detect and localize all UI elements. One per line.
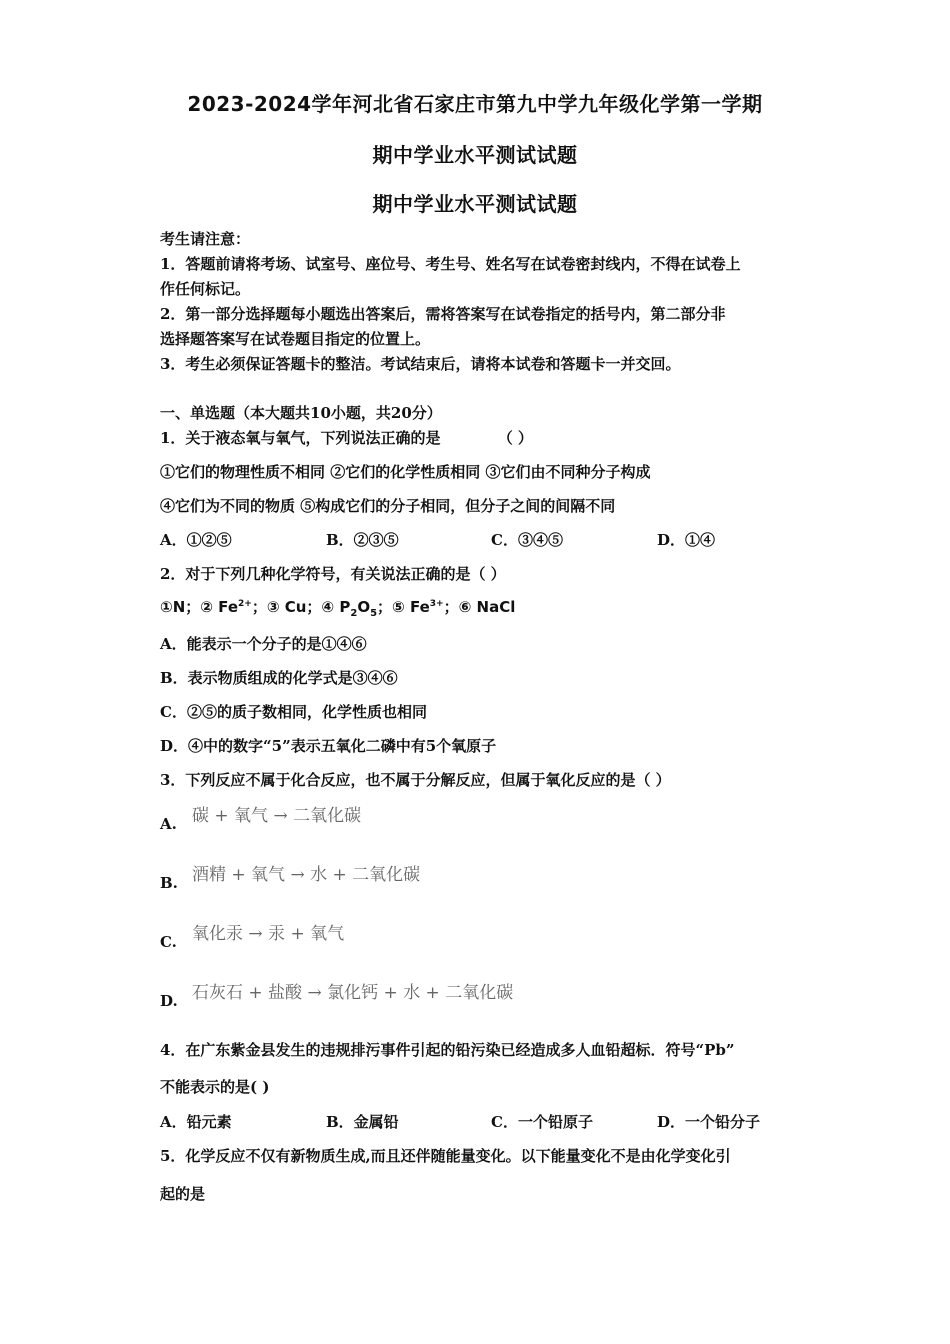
notice-item-2b: 选择题答案写在试卷题目指定的位置上。 — [160, 330, 431, 348]
q5-stem-2: 起的是 — [160, 1185, 206, 1203]
q1-answer-bracket: （ ） — [497, 429, 533, 447]
q3-stem: 3．下列反应不属于化合反应，也不属于分解反应，但属于氧化反应的是（ ） — [160, 771, 671, 789]
q4-stem-2: 不能表示的是( ) — [160, 1078, 270, 1096]
q3-option-a-equation: 碳 + 氧气 → 二氧化碳 — [192, 806, 362, 826]
q1-option-b: B．②③⑤ — [326, 531, 399, 549]
q5-stem-1: 5．化学反应不仅有新物质生成,而且还伴随能量变化。以下能量变化不是由化学变化引 — [160, 1147, 731, 1165]
q2-option-a: A．能表示一个分子的是①④⑥ — [160, 635, 367, 653]
q2-symbols-sub1: 2 — [350, 608, 358, 619]
q1-option-a: A．①②⑤ — [160, 531, 232, 549]
q2-option-d: D．④中的数字“5”表示五氧化二磷中有5个氧原子 — [160, 737, 497, 755]
q3-option-a-label: A. — [160, 815, 177, 833]
notice-item-1b: 作任何标记。 — [160, 280, 251, 298]
q3-option-d-label: D. — [160, 992, 178, 1010]
q1-stem-text: 1．关于液态氧与氧气，下列说法正确的是 — [160, 429, 441, 447]
q3-option-b-label: B. — [160, 874, 178, 892]
exam-title-line1: 2023-2024学年河北省石家庄市第九中学九年级化学第一学期 — [187, 92, 763, 116]
q1-option-d: D．①④ — [657, 531, 716, 549]
q2-symbols-sub2: 5 — [370, 608, 378, 619]
q1-statements-2: ④它们为不同的物质 ⑤构成它们的分子相同，但分子之间的间隔不同 — [160, 497, 616, 515]
q2-option-c: C．②⑤的质子数相同，化学性质也相同 — [160, 703, 427, 721]
q4-stem-1: 4．在广东紫金县发生的违规排污事件引起的铅污染已经造成多人血铅超标．符号“Pb” — [160, 1041, 735, 1059]
q2-symbols-part3: O — [357, 598, 371, 616]
exam-title-line3: 期中学业水平测试试题 — [372, 192, 578, 216]
q3-option-d-equation: 石灰石 + 盐酸 → 氯化钙 + 水 + 二氧化碳 — [192, 983, 514, 1003]
q4-option-a: A．铅元素 — [160, 1113, 232, 1131]
q3-option-c-label: C. — [160, 933, 177, 951]
q1-statements-1: ①它们的物理性质不相同 ②它们的化学性质相同 ③它们由不同种分子构成 — [160, 463, 651, 481]
q4-option-d: D．一个铅分子 — [657, 1113, 761, 1131]
q4-option-c: C．一个铅原子 — [491, 1113, 593, 1131]
section-heading: 一、单选题（本大题共10小题，共20分） — [160, 404, 442, 422]
notice-heading: 考生请注意： — [160, 230, 251, 248]
q2-symbols-sup1: 2+ — [238, 599, 252, 609]
q3-option-b-equation: 酒精 + 氧气 → 水 + 二氧化碳 — [192, 865, 421, 885]
q3-option-c-equation: 氧化汞 → 汞 + 氧气 — [192, 924, 345, 944]
notice-item-3: 3．考生必须保证答题卡的整洁。考试结束后，请将本试卷和答题卡一并交回。 — [160, 355, 681, 373]
q2-symbols-part4: ；⑤ Fe — [377, 598, 430, 616]
exam-title-line2: 期中学业水平测试试题 — [372, 143, 578, 167]
notice-item-2a: 2．第一部分选择题每小题选出答案后，需将答案写在试卷指定的括号内，第二部分非 — [160, 305, 726, 323]
notice-item-1a: 1．答题前请将考场、试室号、座位号、考生号、姓名写在试卷密封线内，不得在试卷上 — [160, 255, 741, 273]
q2-symbols-sup2: 3+ — [429, 599, 444, 609]
q2-option-b: B．表示物质组成的化学式是③④⑥ — [160, 669, 398, 687]
q2-stem: 2．对于下列几种化学符号，有关说法正确的是（ ） — [160, 565, 506, 583]
q2-symbols — [160, 596, 515, 619]
q2-symbols-part1: ①N；② Fe — [160, 598, 238, 616]
q1-stem — [160, 427, 533, 448]
q4-option-b: B．金属铅 — [326, 1113, 399, 1131]
q2-symbols-part5: ；⑥ NaCl — [443, 598, 516, 616]
q2-symbols-part2: ；③ Cu；④ P — [251, 598, 351, 616]
q1-option-c: C．③④⑤ — [491, 531, 563, 549]
